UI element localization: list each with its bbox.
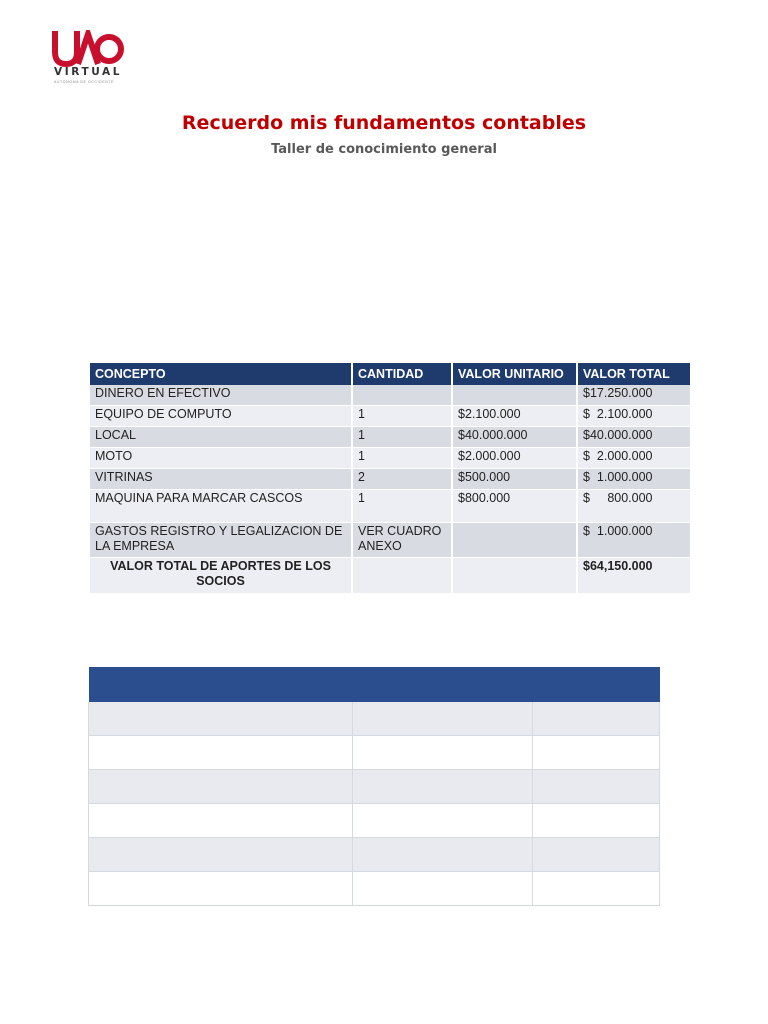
empty-cell[interactable] xyxy=(533,702,660,736)
table-row xyxy=(89,838,660,872)
cell-grand-total: $64,150.000 xyxy=(577,558,690,594)
table-row xyxy=(90,523,690,558)
cell-concepto: VITRINAS xyxy=(90,469,352,490)
uao-virtual-logo xyxy=(52,30,124,88)
cell-unitario: $2.100.000 xyxy=(452,406,577,427)
table-header-row xyxy=(89,667,660,702)
cell-total-label: VALOR TOTAL DE APORTES DE LOS SOCIOS xyxy=(90,558,352,594)
cell-unitario xyxy=(452,385,577,406)
cell-empty xyxy=(352,558,452,594)
cell-cantidad xyxy=(352,385,452,406)
cell-cantidad: VER CUADRO ANEXO xyxy=(352,523,452,558)
cell-total: $40.000.000 xyxy=(577,427,690,448)
table-row xyxy=(90,427,690,448)
table-row xyxy=(90,490,690,523)
empty-cell[interactable] xyxy=(353,872,533,906)
empty-cell[interactable] xyxy=(353,804,533,838)
empty-worksheet-table xyxy=(88,667,660,906)
cell-concepto: EQUIPO DE COMPUTO xyxy=(90,406,352,427)
cell-cantidad: 1 xyxy=(352,427,452,448)
cell-empty xyxy=(452,558,577,594)
empty-cell[interactable] xyxy=(533,770,660,804)
aportes-table xyxy=(90,363,690,594)
empty-cell[interactable] xyxy=(533,736,660,770)
cell-cantidad: 1 xyxy=(352,490,452,523)
table-row xyxy=(90,385,690,406)
header-blank xyxy=(89,667,660,702)
cell-concepto: LOCAL xyxy=(90,427,352,448)
empty-cell[interactable] xyxy=(533,838,660,872)
logo-virtual-label: VIRTUAL xyxy=(54,66,123,78)
cell-total: $ 2.100.000 xyxy=(577,406,690,427)
cell-cantidad: 1 xyxy=(352,448,452,469)
cell-unitario: $40.000.000 xyxy=(452,427,577,448)
empty-cell[interactable] xyxy=(353,838,533,872)
cell-total: $ 800.000 xyxy=(577,490,690,523)
cell-unitario: $2.000.000 xyxy=(452,448,577,469)
empty-cell[interactable] xyxy=(353,736,533,770)
table-row xyxy=(90,469,690,490)
header-valor-unitario: VALOR UNITARIO xyxy=(452,363,577,385)
empty-cell[interactable] xyxy=(89,838,353,872)
empty-cell[interactable] xyxy=(89,770,353,804)
cell-unitario xyxy=(452,523,577,558)
cell-unitario: $500.000 xyxy=(452,469,577,490)
table-row xyxy=(90,448,690,469)
empty-cell[interactable] xyxy=(89,872,353,906)
header-cantidad: CANTIDAD xyxy=(352,363,452,385)
table-row xyxy=(89,872,660,906)
table-row xyxy=(89,770,660,804)
uao-logo-mark xyxy=(52,30,124,68)
empty-cell[interactable] xyxy=(89,736,353,770)
cell-concepto: GASTOS REGISTRO Y LEGALIZACION DE LA EMPRESA xyxy=(90,523,352,558)
table-row xyxy=(89,702,660,736)
empty-cell[interactable] xyxy=(533,872,660,906)
page-title: Recuerdo mis fundamentos contables xyxy=(181,112,587,134)
page-subtitle: Taller de conocimiento general xyxy=(271,142,497,157)
empty-cell[interactable] xyxy=(353,770,533,804)
table-total-row xyxy=(90,558,690,594)
cell-total: $ 1.000.000 xyxy=(577,523,690,558)
header-concepto: CONCEPTO xyxy=(90,363,352,385)
cell-cantidad: 1 xyxy=(352,406,452,427)
table-row xyxy=(90,406,690,427)
cell-total: $17.250.000 xyxy=(577,385,690,406)
cell-unitario: $800.000 xyxy=(452,490,577,523)
table-row xyxy=(89,736,660,770)
cell-concepto: MOTO xyxy=(90,448,352,469)
empty-cell[interactable] xyxy=(353,702,533,736)
cell-total: $ 1.000.000 xyxy=(577,469,690,490)
logo-tagline: AUTÓNOMA DE OCCIDENTE xyxy=(54,80,115,84)
cell-total: $ 2.000.000 xyxy=(577,448,690,469)
cell-concepto: DINERO EN EFECTIVO xyxy=(90,385,352,406)
cell-cantidad: 2 xyxy=(352,469,452,490)
empty-cell[interactable] xyxy=(533,804,660,838)
table-row xyxy=(89,804,660,838)
table-header-row xyxy=(90,363,690,385)
empty-cell[interactable] xyxy=(89,804,353,838)
header-valor-total: VALOR TOTAL xyxy=(577,363,690,385)
cell-concepto: MAQUINA PARA MARCAR CASCOS xyxy=(90,490,352,523)
empty-cell[interactable] xyxy=(89,702,353,736)
